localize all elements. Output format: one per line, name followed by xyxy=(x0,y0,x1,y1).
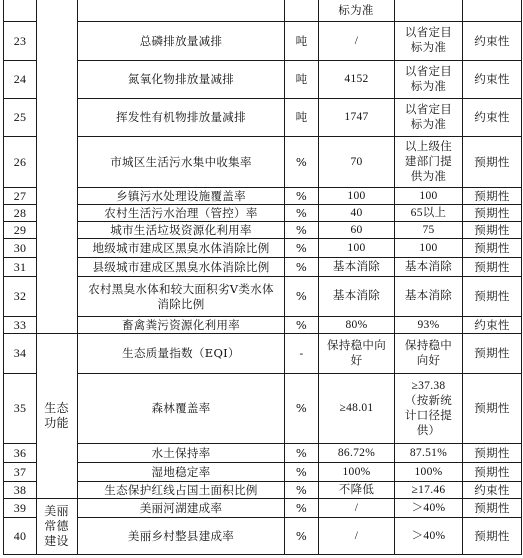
attribute-cell: 预期性 xyxy=(474,464,510,479)
row-number-cell: 26 xyxy=(13,154,27,169)
unit-cell: % xyxy=(295,154,308,169)
unit-cell: % xyxy=(295,317,308,332)
value-baseline-cell: 100 xyxy=(347,241,366,254)
value-target-cell: 100 xyxy=(419,189,438,202)
indicator-name-cell: 氮氧化物排放量减排 xyxy=(127,72,235,86)
indicator-name-cell: 地级城市建成区黑臭水体消除比例 xyxy=(92,240,270,255)
table-row-border xyxy=(3,554,522,555)
value-target-cell: 保持稳中向好 xyxy=(404,339,453,367)
indicator-name-cell: 水土保持率 xyxy=(151,445,211,460)
value-target-cell: ≥17.46 xyxy=(411,483,446,496)
attribute-cell: 预期性 xyxy=(474,222,510,237)
attribute-cell: 约束性 xyxy=(474,317,510,332)
row-number-cell: 25 xyxy=(13,110,27,124)
value-target-cell: 以省定目标为准 xyxy=(404,27,453,54)
unit-cell: % xyxy=(295,528,308,543)
value-baseline-cell: 86.72% xyxy=(337,446,376,459)
row-number-cell: 29 xyxy=(13,222,27,237)
value-baseline-cell: 100 xyxy=(347,189,366,202)
indicator-name-cell: 乡镇污水处理设施覆盖率 xyxy=(116,188,246,203)
indicator-name-cell: 农村生活污水治理（管控）率 xyxy=(104,205,258,220)
value-target-cell: ＞40% xyxy=(411,529,446,542)
unit-cell: % xyxy=(295,500,308,515)
value-baseline-cell: 100% xyxy=(342,465,371,478)
indicator-name-cell: 挥发性有机物排放量减排 xyxy=(116,110,246,124)
group-label-beautiful-changde: 美丽 常德 建设 xyxy=(44,503,69,548)
value-baseline-cell: / xyxy=(354,501,359,514)
unit-cell: % xyxy=(295,188,308,203)
attribute-cell: 约束性 xyxy=(474,482,510,497)
attribute-cell: 预期性 xyxy=(474,205,510,220)
unit-cell: 吨 xyxy=(295,72,308,86)
value-baseline-cell: 保持稳中向好 xyxy=(327,339,386,367)
attribute-cell: 预期性 xyxy=(474,259,510,274)
indicator-name-cell: 森林覆盖率 xyxy=(151,401,211,415)
attribute-cell: 预期性 xyxy=(474,154,510,169)
table-column-border xyxy=(521,0,522,555)
unit-cell: % xyxy=(295,259,308,274)
value-baseline-cell: 不降低 xyxy=(338,483,375,496)
row-number-cell: 27 xyxy=(13,188,27,203)
value-baseline-cell: 60 xyxy=(350,223,363,236)
row-number-cell: 39 xyxy=(13,500,27,515)
row-number-cell: 35 xyxy=(13,401,27,415)
value-baseline-cell: 基本消除 xyxy=(332,260,381,273)
indicator-name-cell: 畜禽粪污资源化利用率 xyxy=(122,317,240,332)
row-number-cell: 24 xyxy=(13,72,27,86)
unit-cell: 吨 xyxy=(295,33,308,48)
indicator-name-cell: 美丽乡村整县建成率 xyxy=(127,528,235,543)
row-number-cell: 40 xyxy=(13,528,27,543)
attribute-cell: 预期性 xyxy=(474,240,510,255)
value-target-cell: 基本消除 xyxy=(404,290,453,302)
top-fragment-target-cell: 标为准 xyxy=(338,3,374,17)
value-baseline-cell: / xyxy=(354,34,359,47)
unit-cell: 吨 xyxy=(295,110,308,124)
value-baseline-cell: 基本消除 xyxy=(332,290,381,302)
row-number-cell: 34 xyxy=(13,346,27,360)
indicator-name-cell: 生态质量指数（EQI） xyxy=(122,346,240,360)
value-target-cell: 87.51% xyxy=(409,446,448,459)
attribute-cell: 预期性 xyxy=(474,188,510,203)
row-number-cell: 30 xyxy=(13,240,27,255)
row-number-cell: 37 xyxy=(13,464,27,479)
row-number-cell: 32 xyxy=(13,289,27,303)
group-label-ecology: 生态 功能 xyxy=(44,400,69,430)
table-column-border xyxy=(36,0,37,555)
value-baseline-cell: 1747 xyxy=(344,111,369,123)
attribute-cell: 预期性 xyxy=(474,500,510,515)
value-baseline-cell: 70 xyxy=(350,155,363,168)
value-target-cell: 以省定目标为准 xyxy=(404,103,453,131)
attribute-cell: 预期性 xyxy=(474,528,510,543)
row-number-cell: 31 xyxy=(13,259,27,274)
value-baseline-cell: 80% xyxy=(345,318,368,331)
value-target-cell: 93% xyxy=(417,318,440,331)
value-target-cell: 100 xyxy=(419,241,438,254)
value-target-cell: 基本消除 xyxy=(404,260,453,273)
unit-cell: % xyxy=(295,401,308,415)
attribute-cell: 约束性 xyxy=(474,33,510,48)
row-number-cell: 23 xyxy=(13,33,27,48)
value-baseline-cell: 4152 xyxy=(344,73,369,85)
indicator-name-cell: 总磷排放量减排 xyxy=(139,33,223,48)
value-target-cell: 65以上 xyxy=(410,206,447,219)
value-target-cell: ＞40% xyxy=(411,501,446,514)
unit-cell: % xyxy=(295,464,308,479)
unit-cell: % xyxy=(295,482,308,497)
value-baseline-cell: / xyxy=(354,529,359,542)
row-number-cell: 36 xyxy=(13,445,27,460)
value-target-cell: 100% xyxy=(414,465,443,478)
indicator-name-cell: 湿地稳定率 xyxy=(151,464,211,479)
row-number-cell: 38 xyxy=(13,482,27,497)
indicator-name-cell: 农村黑臭水体和较大面积劣Ⅴ类水体消除比例 xyxy=(88,281,274,311)
value-target-cell: 以上级住建部门提供为准 xyxy=(404,140,453,183)
value-target-cell: 以省定目标为准 xyxy=(404,65,453,93)
unit-cell: % xyxy=(295,445,308,460)
attribute-cell: 约束性 xyxy=(474,72,510,86)
unit-cell: % xyxy=(295,222,308,237)
attribute-cell: 预期性 xyxy=(474,401,510,415)
indicator-name-cell: 生态保护红线占国土面积比例 xyxy=(104,482,258,497)
unit-cell: % xyxy=(295,289,308,303)
attribute-cell: 预期性 xyxy=(474,346,510,360)
attribute-cell: 预期性 xyxy=(474,289,510,303)
value-target-cell: ≥37.38（按新统计口径提供） xyxy=(404,379,453,437)
unit-cell: - xyxy=(299,346,304,360)
unit-cell: % xyxy=(295,240,308,255)
unit-cell: % xyxy=(295,205,308,220)
row-number-cell: 33 xyxy=(13,317,27,332)
indicator-name-cell: 城市生活垃圾资源化利用率 xyxy=(110,222,252,237)
value-baseline-cell: ≥48.01 xyxy=(339,402,374,414)
attribute-cell: 约束性 xyxy=(474,110,510,124)
indicator-name-cell: 美丽河湖建成率 xyxy=(139,500,223,515)
value-baseline-cell: 40 xyxy=(350,206,363,219)
attribute-cell: 预期性 xyxy=(474,445,510,460)
value-target-cell: 75 xyxy=(422,223,435,236)
row-number-cell: 28 xyxy=(13,205,27,220)
indicator-name-cell: 县级城市建成区黑臭水体消除比例 xyxy=(92,259,270,274)
indicator-name-cell: 市城区生活污水集中收集率 xyxy=(110,154,252,169)
